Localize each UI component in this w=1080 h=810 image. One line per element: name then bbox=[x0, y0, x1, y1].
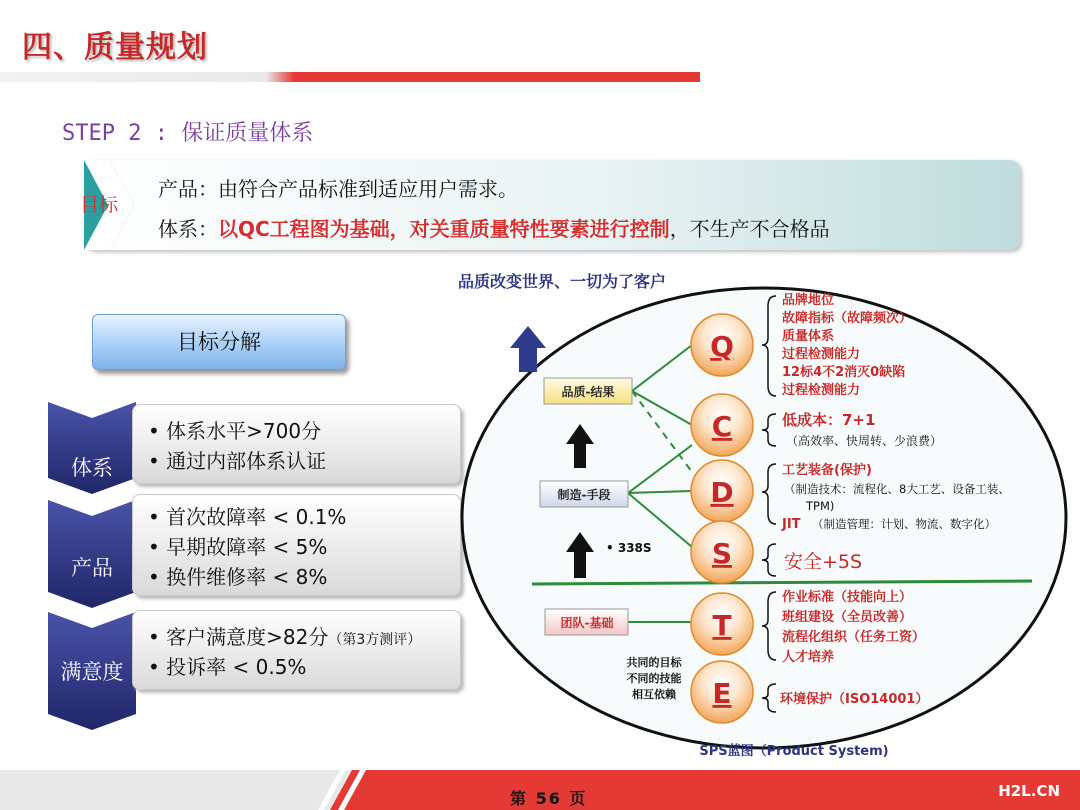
system-item: • 体系水平>700分 bbox=[148, 419, 322, 443]
team-note: 共同的目标 bbox=[626, 656, 682, 669]
svg-text:D: D bbox=[710, 476, 734, 509]
c-item: （高效率、快周转、少浪费） bbox=[786, 434, 943, 448]
d-item: JIT bbox=[782, 517, 801, 532]
s-item: 安全+5S bbox=[784, 551, 863, 573]
watermark: H2L.CN bbox=[998, 782, 1060, 800]
q-item: 过程检测能力 bbox=[782, 383, 861, 398]
circle-d bbox=[691, 460, 753, 522]
page-title: 四、质量规划 bbox=[22, 30, 208, 65]
product-label: 产品 bbox=[71, 556, 113, 580]
team-note: 不同的技能 bbox=[626, 672, 682, 685]
circle-q bbox=[691, 314, 753, 376]
t-item: 人才培养 bbox=[782, 650, 835, 665]
svg-text:Q: Q bbox=[710, 330, 734, 363]
sps-slogan: 品质改变世界、一切为了客户 bbox=[457, 272, 667, 291]
t-item: 流程化组织（任务工资） bbox=[782, 630, 926, 645]
system-item: • 通过内部体系认证 bbox=[148, 449, 327, 473]
goal-label: 目标 bbox=[80, 194, 119, 216]
q-item: 过程检测能力 bbox=[782, 347, 861, 362]
svg-text:E: E bbox=[712, 677, 732, 710]
side-note-338s: • 338S bbox=[606, 541, 652, 555]
d-item: （制造技术：流程化、8大工艺、设备工装、 bbox=[784, 482, 1010, 496]
step-heading: STEP 2 : 保证质量体系 bbox=[62, 121, 314, 146]
e-item: 环境保护（ISO14001） bbox=[780, 692, 929, 707]
circle-c bbox=[691, 394, 753, 456]
svg-text:T: T bbox=[712, 609, 732, 642]
sps-caption: SPS蓝图（Product System) bbox=[699, 744, 889, 759]
manufacturing-means-label: 制造-手段 bbox=[557, 488, 611, 502]
goal-product-line: 产品：由符合产品标准到适应用户需求。 bbox=[158, 177, 518, 201]
q-item: 品牌地位 bbox=[782, 293, 835, 308]
system-label: 体系 bbox=[71, 456, 113, 480]
product-item: • 换件维修率 < 8% bbox=[148, 565, 328, 589]
satisfaction-item: • 客户满意度>82分（第3方测评） bbox=[148, 625, 422, 649]
goal-system-emphasis: 以QC工程图为基础，对关重质量特性要素进行控制 bbox=[218, 217, 670, 241]
product-item: • 首次故障率 < 0.1% bbox=[148, 505, 347, 529]
quality-result-label: 品质-结果 bbox=[561, 385, 615, 399]
satisfaction-label: 满意度 bbox=[60, 660, 124, 684]
sps-blueprint-diagram bbox=[450, 262, 1080, 772]
page-number: 第 56 页 bbox=[510, 789, 588, 808]
target-decomposition-button[interactable]: 目标分解 bbox=[92, 314, 346, 370]
circle-t bbox=[691, 593, 753, 655]
q-item: 12标4不2消灭0缺陷 bbox=[782, 365, 906, 380]
q-item: 质量体系 bbox=[782, 329, 835, 344]
d-item: 工艺装备(保护) bbox=[782, 463, 872, 478]
svg-text:S: S bbox=[711, 537, 733, 570]
team-note: 相互依赖 bbox=[632, 688, 676, 701]
svg-text:C: C bbox=[711, 410, 733, 443]
team-foundation-label: 团队-基础 bbox=[560, 616, 614, 630]
goal-system-line: 体系：以QC工程图为基础，对关重质量特性要素进行控制，不生产不合格品 bbox=[158, 217, 830, 241]
d-item: （制造管理：计划、物流、数字化） bbox=[812, 517, 996, 531]
circle-e bbox=[691, 661, 753, 723]
d-item: TPM) bbox=[806, 499, 835, 513]
satisfaction-item: • 投诉率 < 0.5% bbox=[148, 655, 307, 679]
c-item: 低成本：7+1 bbox=[782, 411, 876, 429]
t-item: 作业标准（技能向上） bbox=[782, 590, 913, 605]
title-underline bbox=[0, 72, 700, 82]
q-item: 故障指标（故障频次） bbox=[782, 311, 913, 326]
product-item: • 早期故障率 < 5% bbox=[148, 535, 328, 559]
t-item: 班组建设（全员改善） bbox=[782, 610, 913, 625]
circle-s bbox=[691, 521, 753, 583]
